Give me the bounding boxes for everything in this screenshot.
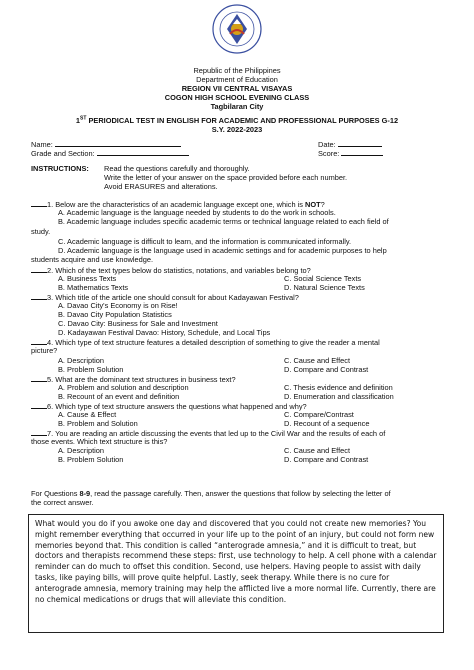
choice: B. Problem Solution [58,365,124,374]
choice: C. Davao City: Business for Sale and Investment [58,319,218,328]
name-field[interactable]: Name: [31,139,181,149]
choice: A. Description [58,356,105,365]
passage-instructions: For Questions 8-9, read the passage carefully. Then, answer the questions that follow by selecting the letter of [31,489,391,498]
choice: A. Davao City's Economy is on Rise! [58,301,178,310]
answer-blank[interactable] [31,337,47,345]
question-4: 4. Which type of text structure features a detailed description of something to give the reader a mental [31,337,380,347]
choice: B. Recount of an event and definition [58,392,180,401]
answer-blank[interactable] [31,401,47,409]
question-6: 6. Which type of text structure answers the questions what happened and why? [31,401,307,411]
choice: A. Problem and solution and description [58,383,189,392]
question-2: 2. Which of the text types below do statistics, notations, and variables belong to? [31,265,311,275]
choice: D. Natural Science Texts [284,283,365,292]
choice: B. Problem and Solution [58,419,138,428]
choice: D. Kadayawan Festival Davao: History, Schedule, and Local Tips [58,328,271,337]
question-7-cont: those events. Which text structure is this? [31,437,168,446]
choice: C. Cause and Effect [284,356,351,365]
question-1: 1. Below are the characteristics of an academic language except one, which is NOT? [31,199,325,209]
choice: D. Academic language is the language used in academic settings and for academic purposes to help [58,246,387,255]
choice: B. Problem Solution [58,455,124,464]
question-5: 5. What are the dominant text structures in business text? [31,374,236,384]
choice: A. Description [58,446,105,455]
choice: C. Cause and Effect [284,446,351,455]
date-field[interactable]: Date: [318,139,382,149]
choice: C. Compare/Contrast [284,410,354,419]
choice: A. Business Texts [58,274,117,283]
choice: A. Academic language is the language needed by students to do the work in schools. [58,208,336,217]
choice: study. [31,227,51,236]
header-department: Department of Education [196,75,278,84]
score-field[interactable]: Score: [318,148,383,158]
answer-blank[interactable] [31,428,47,436]
choice: D. Enumeration and classification [284,392,394,401]
school-year: S.Y. 2022-2023 [211,125,263,134]
answer-blank[interactable] [31,374,47,382]
instructions-label: INSTRUCTIONS: [31,164,89,173]
choice: D. Compare and Contrast [284,455,369,464]
question-4-cont: picture? [31,346,58,355]
choice: B. Mathematics Texts [58,283,129,292]
choice: B. Davao City Population Statistics [58,310,172,319]
instructions-line: Avoid ERASURES and alterations. [104,182,218,191]
header-school: COGON HIGH SCHOOL EVENING CLASS [164,93,310,102]
choice: C. Thesis evidence and definition [284,383,393,392]
choice: C. Academic language is difficult to learn, and the information is communicated informally. [58,237,352,246]
header-region: REGION VII CENTRAL VISAYAS [181,84,293,93]
header-city: Tagbilaran City [210,102,264,111]
choice: C. Social Science Texts [284,274,362,283]
choice: students acquire and use knowledge. [31,255,154,264]
choice: B. Academic language includes specific academic terms or technical language related to each field of [58,217,389,226]
test-title: 1ST PERIODICAL TEST IN ENGLISH FOR ACADEMIC AND PROFESSIONAL PURPOSES G-12 [75,115,399,125]
grade-section-field[interactable]: Grade and Section: [31,148,189,158]
choice: D. Compare and Contrast [284,365,369,374]
question-7: 7. You are reading an article discussing the events that led up to the Civil War and the results of each of [31,428,385,438]
header-republic: Republic of the Philippines [193,66,281,75]
choice: A. Cause & Effect [58,410,117,419]
instructions-line: Read the questions carefully and thoroughly. [104,164,250,173]
answer-blank[interactable] [31,199,47,207]
instructions-line: Write the letter of your answer on the space provided before each number. [104,173,348,182]
answer-blank[interactable] [31,265,47,273]
question-3: 3. Which title of the article one should consult for about Kadayawan Festival? [31,292,299,302]
answer-blank[interactable] [31,292,47,300]
deped-seal-icon [212,4,262,54]
passage-instructions-cont: the correct answer. [31,498,94,507]
choice: D. Recount of a sequence [284,419,370,428]
reading-passage: What would you do if you awoke one day and discovered that you could not create new memories? You might remember everything that occurred in your life up to the point of an injury, but could not form new memories beyond that. This condition is called “anterograde amnesia,” and it is difficult to treat, but doctors and therapists recommend these steps: first, use technology to help. A cell phone with a calendar reminder can do much to offset this condition. Second, use helpers. Having people to assist with daily tasks, like paying bills, will prove quite helpful. Lastly, seek therapy. While there is no cure for anterograde amnesia, memory training may help the afflicted live a more normal life. Currently, there are no chemical medications or drugs that will alleviate this condition. [35,519,437,604]
